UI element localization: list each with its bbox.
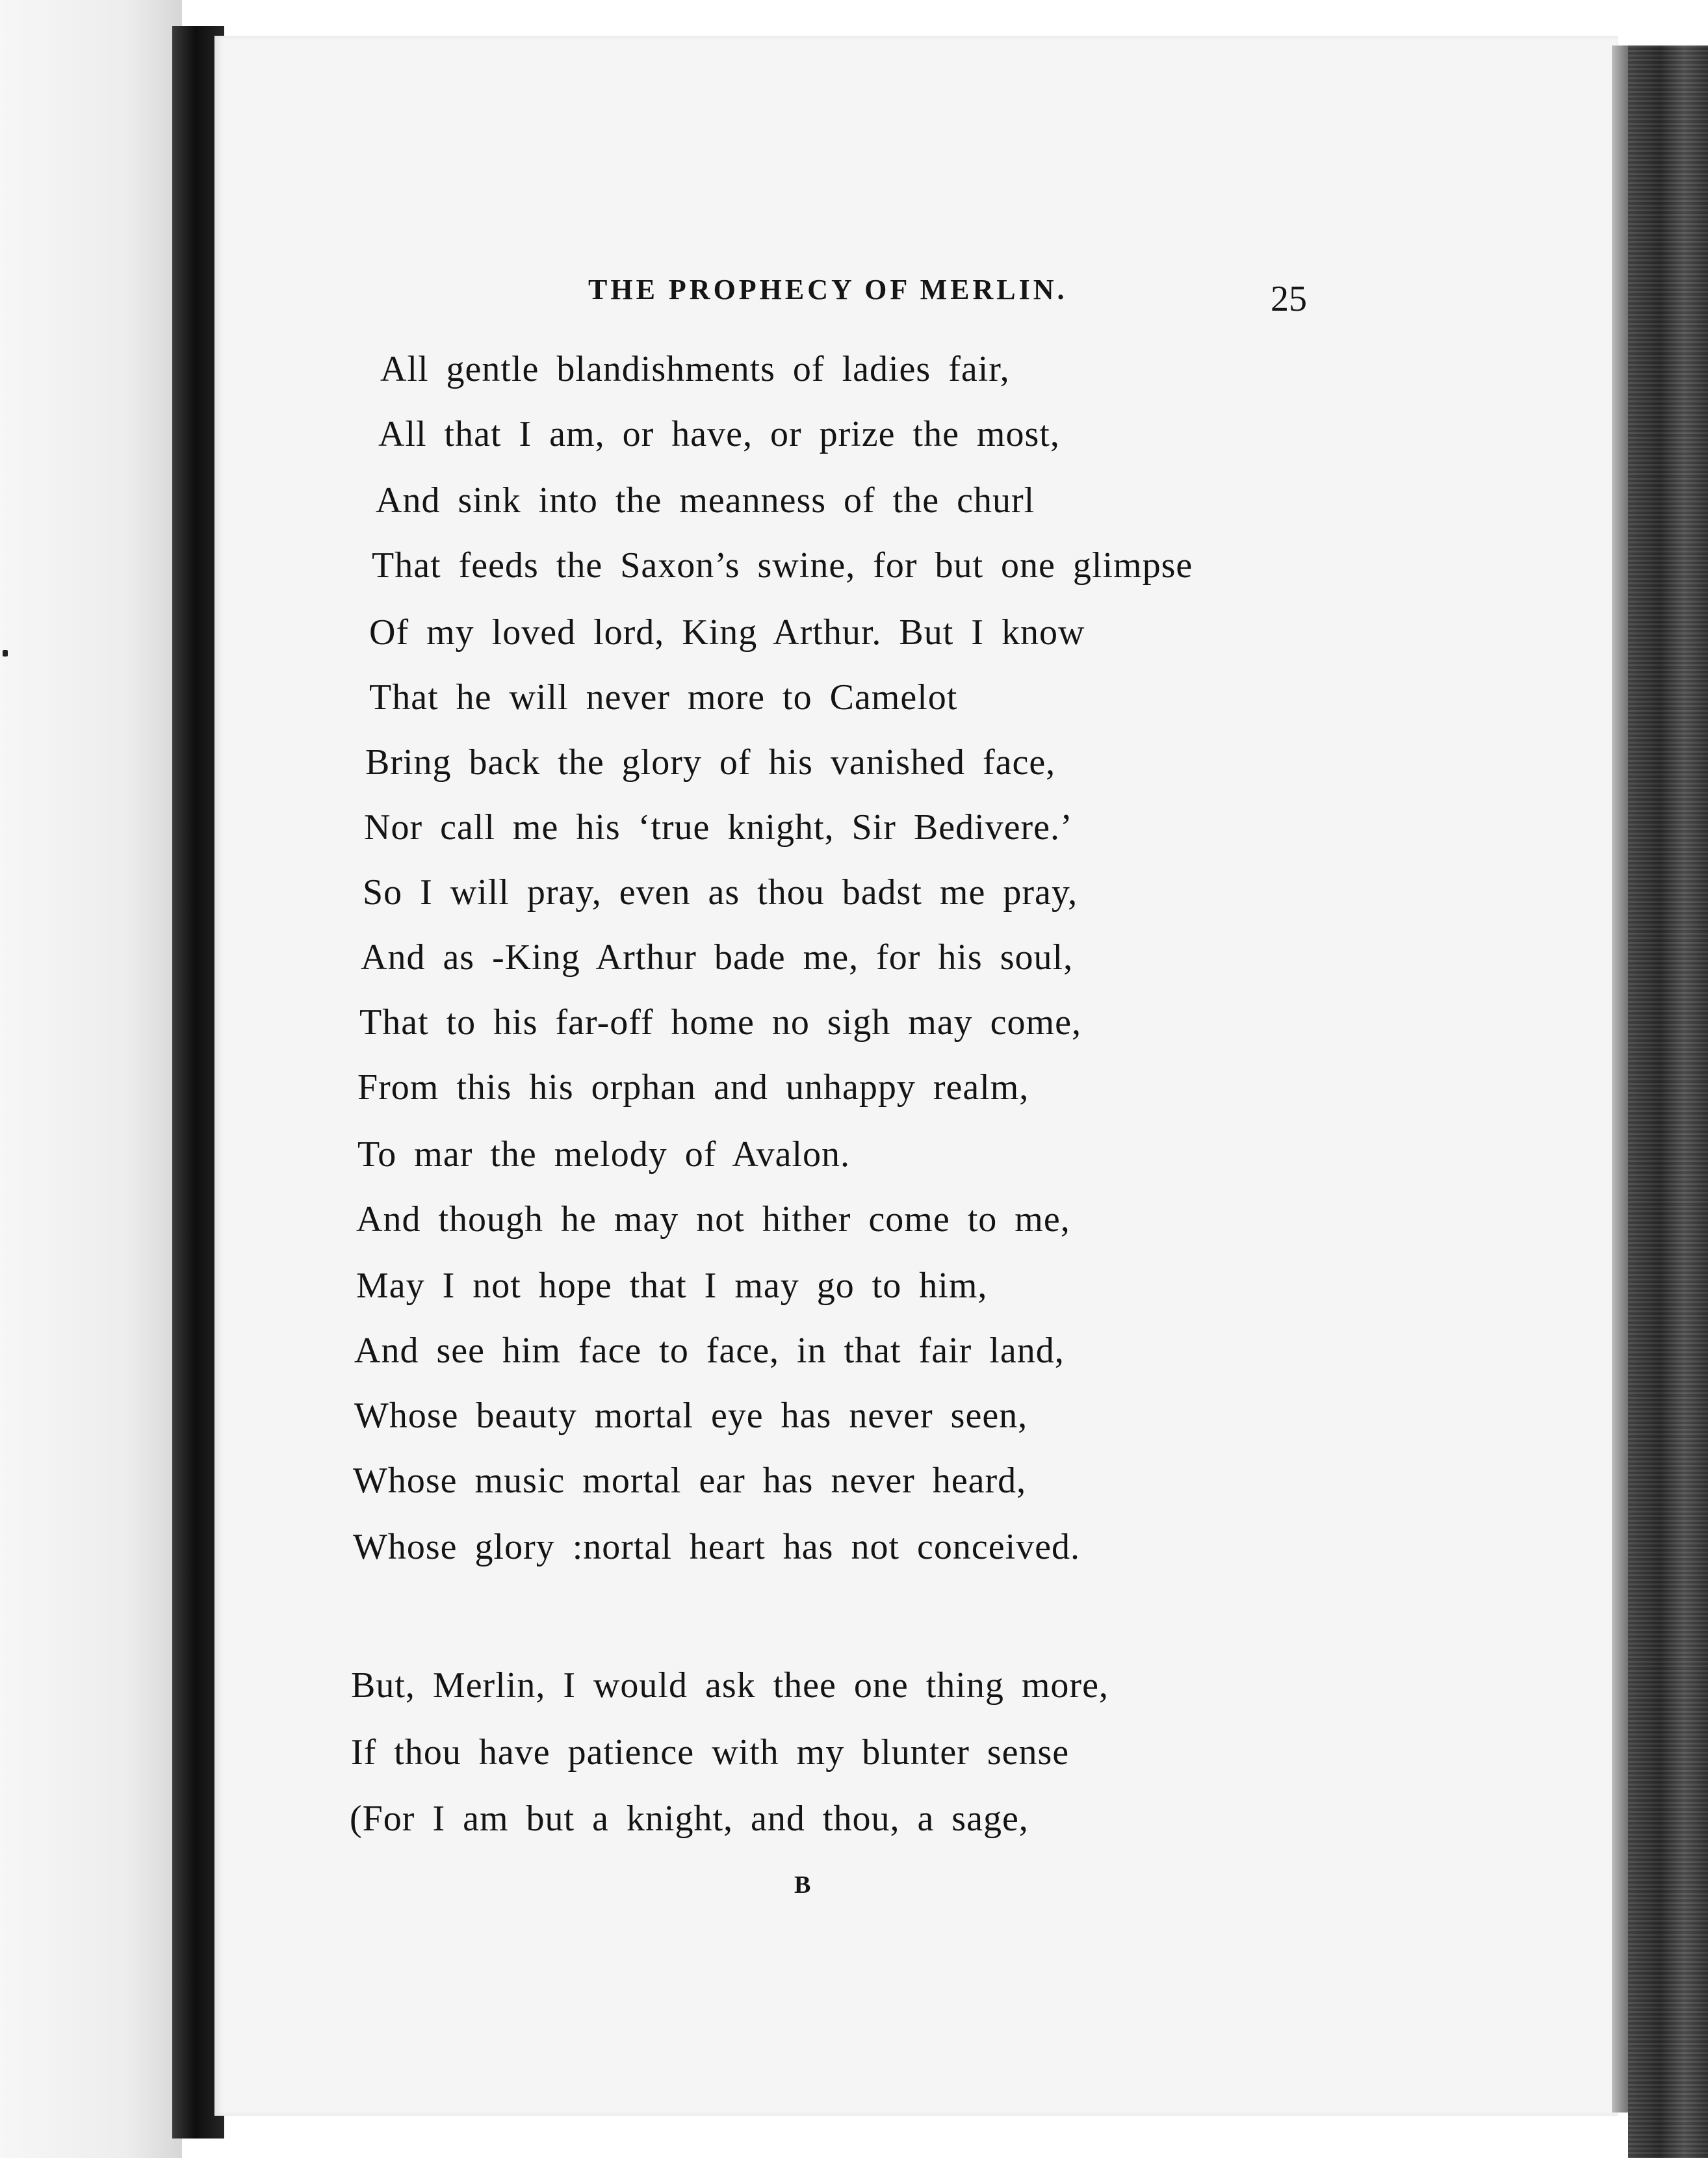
poem-line: Bring back the glory of his vanished face, bbox=[365, 742, 1056, 783]
poem-line: Whose glory :nortal heart has not conceived. bbox=[353, 1527, 1080, 1567]
running-head: THE PROPHECY OF MERLIN. bbox=[588, 274, 1068, 306]
poem-line: All gentle blandishments of ladies fair, bbox=[380, 349, 1010, 389]
poem-line: (For I am but a knight, and thou, a sage, bbox=[350, 1799, 1029, 1839]
poem-line: If thou have patience with my blunter sense bbox=[351, 1732, 1070, 1773]
poem-line: Whose beauty mortal eye has never seen, bbox=[354, 1396, 1028, 1436]
signature-mark: B bbox=[794, 1871, 811, 1899]
poem-line: And see him face to face, in that fair land, bbox=[354, 1331, 1065, 1371]
poem-line: So I will pray, even as thou badst me pray, bbox=[363, 872, 1078, 913]
poem-line: And as -King Arthur bade me, for his soul, bbox=[361, 937, 1074, 978]
poem-line: May I not hope that I may go to him, bbox=[356, 1266, 988, 1306]
poem-line: Nor call me his ‘true knight, Sir Bedivere.’ bbox=[364, 807, 1073, 848]
page-number: 25 bbox=[1271, 279, 1307, 319]
poem-line: From this his orphan and unhappy realm, bbox=[357, 1067, 1029, 1108]
poem-line: Whose music mortal ear has never heard, bbox=[353, 1461, 1027, 1501]
poem-line: But, Merlin, I would ask thee one thing more, bbox=[351, 1665, 1109, 1706]
poem-line: All that I am, or have, or prize the most, bbox=[378, 414, 1060, 454]
poem-line: To mar the melody of Avalon. bbox=[357, 1134, 851, 1175]
poem-line: That to his far-off home no sigh may come, bbox=[359, 1002, 1081, 1043]
poem-line: Of my loved lord, King Arthur. But I know bbox=[369, 612, 1085, 653]
poem-line: And though he may not hither come to me, bbox=[356, 1199, 1070, 1240]
poem-line: That he will never more to Camelot bbox=[369, 677, 958, 718]
poem-line: And sink into the meanness of the churl bbox=[376, 480, 1035, 521]
poem-line: That feeds the Saxon’s swine, for but one glimpse bbox=[372, 545, 1193, 586]
